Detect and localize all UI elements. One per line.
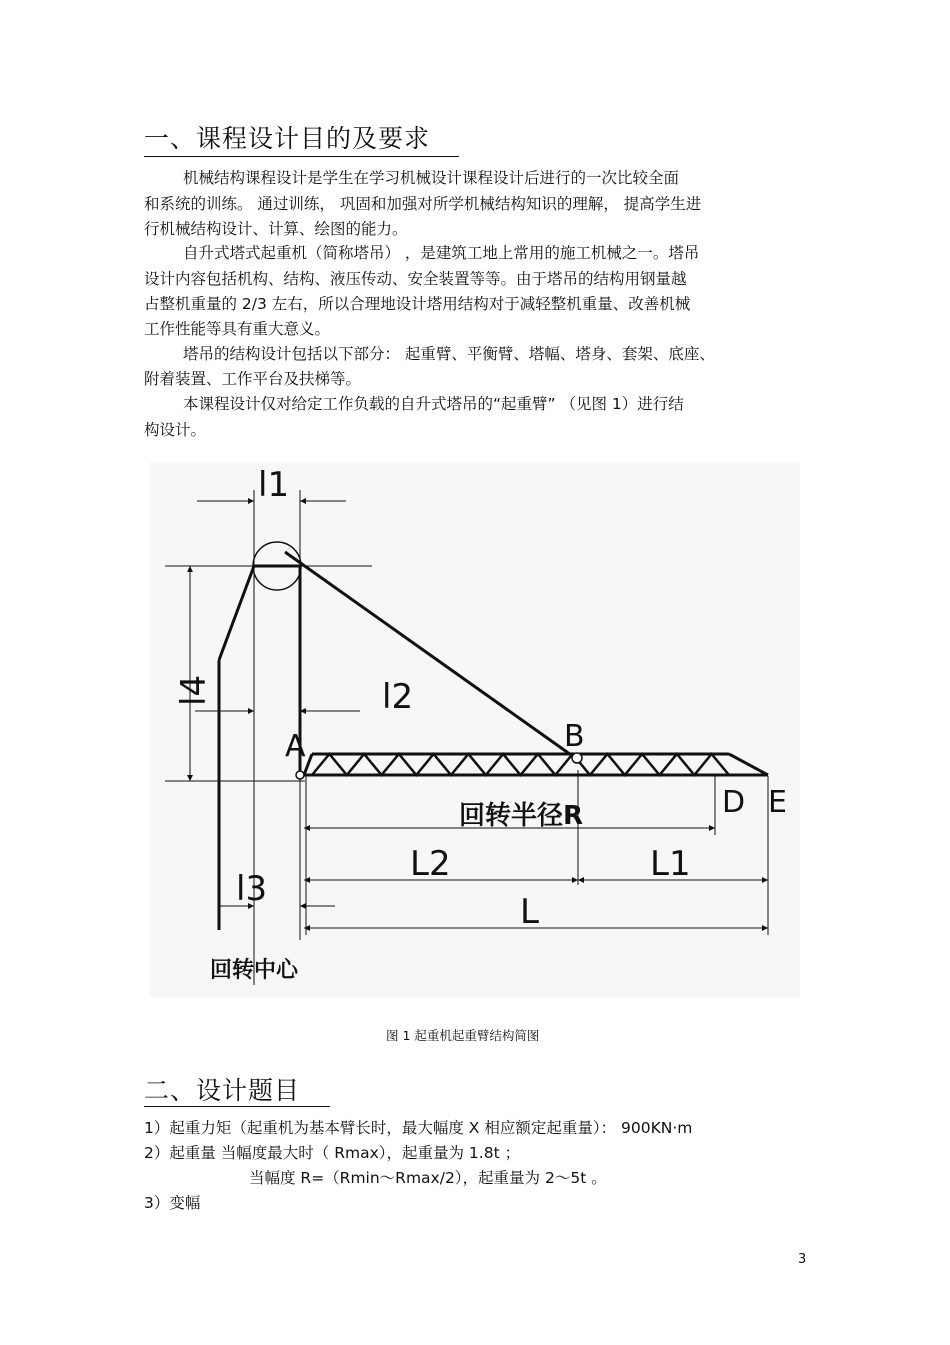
label-d: D xyxy=(722,785,746,820)
label-slewing-radius: 回转半径R xyxy=(459,801,584,831)
paragraph-line: 设计内容包括机构、结构、液压传动、安全装置等等。由于塔吊的结构用钢量越 xyxy=(144,270,687,288)
paragraph-line: 自升式塔式起重机（简称塔吊） ，是建筑工地上常用的施工机械之一。塔吊 xyxy=(183,244,700,262)
label-slewing-center: 回转中心 xyxy=(210,958,299,983)
section-1-heading: 一、课程设计目的及要求 xyxy=(144,124,431,153)
paragraph-line: 行机械结构设计、计算、绘图的能力。 xyxy=(144,220,408,238)
label-l3: l3 xyxy=(236,869,268,909)
label-b: B xyxy=(564,719,585,754)
label-e: E xyxy=(768,785,787,820)
section-2-heading: 二、设计题目 xyxy=(144,1076,301,1105)
paragraph-line: 机械结构课程设计是学生在学习机械设计课程设计后进行的一次比较全面 xyxy=(183,169,680,187)
label-l1: l1 xyxy=(258,465,290,505)
design-item: 3）变幅 xyxy=(144,1194,201,1212)
paragraph-line: 附着装置、工作平台及扶梯等。 xyxy=(144,370,362,388)
label-L2: L2 xyxy=(410,844,451,884)
paragraph-line: 本课程设计仅对给定工作负载的自升式塔吊的“起重臂” （见图 1）进行结 xyxy=(183,395,684,413)
design-item: 2）起重量 当幅度最大时（ Rmax），起重量为 1.8t ； xyxy=(144,1144,521,1162)
figure-caption: 图 1 起重机起重臂结构简图 xyxy=(386,1028,540,1043)
heading-underline xyxy=(144,1106,330,1107)
label-L: L xyxy=(520,892,539,932)
paragraph-line: 和系统的训练。 通过训练， 巩固和加强对所学机械结构知识的理解， 提高学生进 xyxy=(144,195,702,213)
joint-b-circle xyxy=(572,753,582,763)
joint-a-circle xyxy=(296,771,304,779)
label-L1: L1 xyxy=(650,844,691,884)
design-item: 1）起重力矩（起重机为基本臂长时，最大幅度 X 相应额定起重量）： 900KN·m xyxy=(144,1119,693,1137)
paragraph-line: 占整机重量的 2/3 左右，所以合理地设计塔用结构对于减轻整机重量、改善机械 xyxy=(144,295,691,313)
paragraph-line: 构设计。 xyxy=(144,421,207,439)
page-number: 3 xyxy=(798,1252,807,1267)
figure-background xyxy=(150,462,800,997)
design-item: 当幅度 R=（Rmin～Rmax/2），起重量为 2～5t 。 xyxy=(249,1169,607,1187)
paragraph-line: 塔吊的结构设计包括以下部分： 起重臂、平衡臂、塔幅、塔身、套架、底座、 xyxy=(183,345,715,363)
paragraph-line: 工作性能等具有重大意义。 xyxy=(144,320,331,338)
label-l2: l2 xyxy=(382,677,414,717)
label-l4: l4 xyxy=(174,674,214,706)
label-a: A xyxy=(285,729,306,764)
